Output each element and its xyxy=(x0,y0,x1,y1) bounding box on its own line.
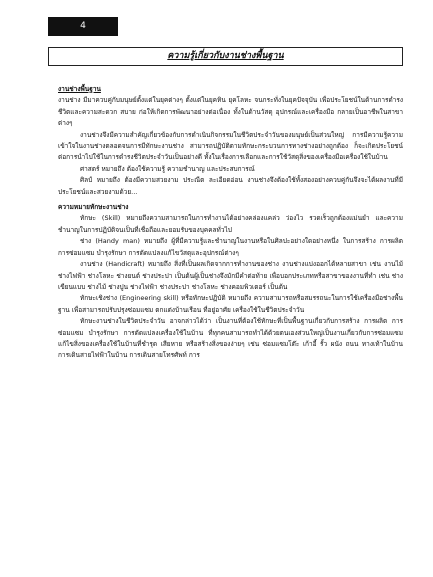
paragraph: งานช่างจึงมีความสำคัญเกี่ยวข้องกับการดำเนินกิจกรรมในชีวิตประจำวันของมนุษย์เป็นส่วนใหญ่ การมีความรู้ความเข้าใจในงานช่างตลอดจนการมีทักษะงานช่าง สามารถปฏิบัติตามทักษะกระบวนการทางช่างอย่างถูกต้อง ก็จะเกิดประโยชน์ต่อการนำไปใช้ในการดำรงชีวิตประจำวันเป็นอย่างดี ทั้งในเรื่องการเลือกและการใช้วัสดุสิ่งของเครื่องมือเครื่องใช้ในบ้าน xyxy=(58,130,403,162)
paragraph: ศาสตร์ หมายถึง ต้องใช้ความรู้ ความชำนาญ และประสบการณ์ xyxy=(80,164,255,173)
section-heading-basic-craft: งานช่างพื้นฐาน xyxy=(58,85,101,93)
paragraph: ช่าง (Handy man) หมายถึง ผู้ที่มีความรู้และชำนาญในงานหรือในศิลปะอย่างใดอย่างหนึ่ง ในการสร้าง การผลิต การซ่อมแซม บำรุงรักษา การตัดแปลงแก้ไขวัสดุและอุปกรณ์ต่างๆ xyxy=(58,237,403,257)
document-body xyxy=(58,84,403,362)
page-title: ความรู้เกี่ยวกับงานช่างพื้นฐาน xyxy=(48,47,403,66)
section-heading-craft-skill-meaning: ความหมายทักษะงานช่าง xyxy=(58,203,129,212)
page-number: 4 xyxy=(48,17,118,36)
paragraph: ทักษะ (Skill) หมายถึงความสามารถในการทำงานได้อย่างคล่องแคล่ว ว่องไว รวดเร็วถูกต้องแม่นยำ และความชำนาญในการปฏิบัติจนเป็นที่เชื่อถือและยอมรับของบุคคลทั่วไป xyxy=(58,214,403,234)
paragraph: ทักษะเชิงช่าง (Engineering skill) หรือทักษะปฏิบัติ หมายถึง ความสามารถหรือสมรรถนะในการใช้เครื่องมือช่างพื้นฐาน เพื่อสามารถปรับปรุงซ่อมแซม ตกแต่งบ้านเรือน ที่อยู่อาศัย เครื่องใช้ในชีวิตประจำวัน xyxy=(58,294,403,314)
paragraph: งานช่าง (Handicraft) หมายถึง สิ่งที่เป็นผลเกิดจากการทำงานของช่าง งานช่างแบ่งออกได้หลายสาขา เช่น งานไม้ ช่างไฟฟ้า ช่างโลหะ ช่างยนต์ ช่างประปา เป็นต้นผู้เป็นช่างจึงมักมีคำต่อท้าย เพื่อบอกประเภทหรือสาขาของงานที่ทำ เช่น ช่างเขียนแบบ ช่างไม้ ช่างปูน ช่างไฟฟ้า ช่างประปา ช่างโลหะ ช่างคอมพิวเตอร์ เป็นต้น xyxy=(58,260,403,291)
paragraph: ทักษะงานช่างในชีวิตประจำวัน อาจกล่าวได้ว่า เป็นงานที่ต้องใช้ทักษะที่เป็นพื้นฐานเกี่ยวกับการสร้าง การผลิต การซ่อมแซม บำรุงรักษา การตัดแปลงเครื่องใช้ในบ้าน ที่ทุกคนสามารถทำได้ด้วยตนเองส่วนใหญ่เป็นงานเกี่ยวกับการซ่อมแซมแก้ไขสิ่งของเครื่องใช้ในบ้านที่ชำรุด เสียหาย หรือสร้างสิ่งของง่ายๆ เช่น ซ่อมแซมโต๊ะ เก้าอี้ รั้ว ผนัง ถนน ทางเท้าในบ้าน การเดินสายไฟฟ้าในบ้าน การเดินสายโทรศัพท์ การ xyxy=(58,317,403,360)
paragraph: ศิลป์ หมายถึง ต้องมีความสวยงาม ประณีต ละเอียดอ่อน งานช่างจึงต้องใช้ทั้งสองอย่างควบคู่กันจึงจะได้ผลงานที่มีประโยชน์และสวยงามด้วย... xyxy=(58,176,403,196)
paragraph: งานช่าง มีมาควบคู่กับมนุษย์ตั้งแต่ในยุคต่างๆ ตั้งแต่ในยุคหิน ยุคโลหะ จนกระทั่งในยุคปัจจุบัน เพื่อประโยชน์ในด้านการดำรงชีวิตและความสะดวก สบาย ก่อให้เกิดการพัฒนาอย่างต่อเนื่อง ทั้งในด้านวัสดุ อุปกรณ์และเครื่องมือ กลายเป็นอาชีพในสาขาต่างๆ xyxy=(58,96,403,128)
